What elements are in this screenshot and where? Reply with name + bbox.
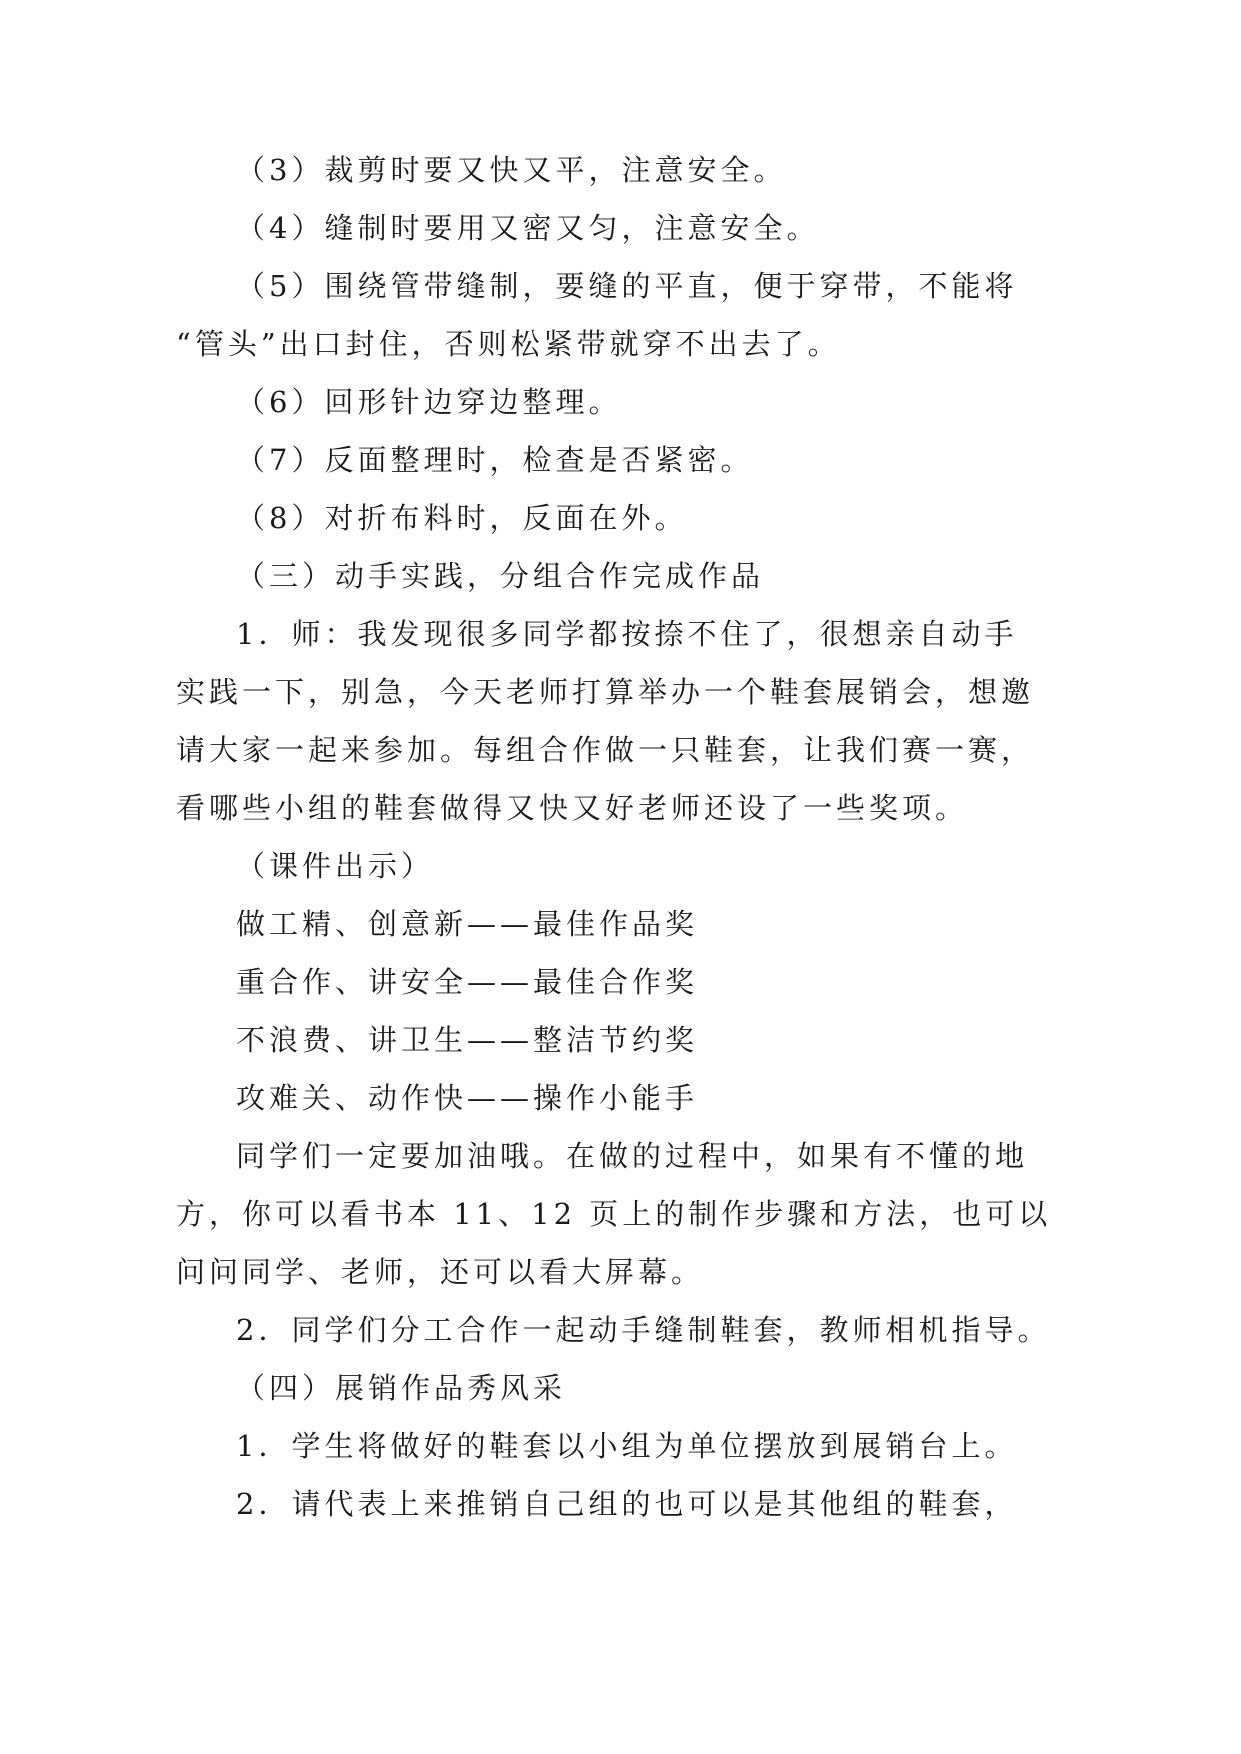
text-line-18: 同学们一定要加油哦。在做的过程中，如果有不懂的地 [236,1139,1029,1173]
text-line-11: 请大家一起来参加。每组合作做一只鞋套，让我们赛一赛， [176,733,1035,767]
award-line-2: 重合作、讲安全——最佳合作奖 [236,965,699,999]
text-line-5: （6）回形针边穿边整理。 [236,385,622,419]
section-heading-3: （三）动手实践，分组合作完成作品 [236,559,765,593]
award-line-1: 做工精、创意新——最佳作品奖 [236,907,699,941]
text-line-21: 2．同学们分工合作一起动手缝制鞋套，教师相机指导。 [236,1313,1051,1347]
text-line-2: （4）缝制时要用又密又匀，注意安全。 [236,211,820,245]
text-line-23: 1．学生将做好的鞋套以小组为单位摆放到展销台上。 [236,1429,1018,1463]
text-line-19: 方，你可以看书本 11、12 页上的制作步骤和方法，也可以 [176,1197,1052,1231]
text-line-20: 问问同学、老师，还可以看大屏幕。 [176,1255,705,1289]
text-line-4: “管头”出口封住，否则松紧带就穿不出去了。 [176,327,841,361]
text-line-13: （课件出示） [236,849,435,883]
text-line-12: 看哪些小组的鞋套做得又快又好老师还设了一些奖项。 [176,791,969,825]
award-line-4: 攻难关、动作快——操作小能手 [236,1081,699,1115]
text-line-6: （7）反面整理时，检查是否紧密。 [236,443,754,477]
award-line-3: 不浪费、讲卫生——整洁节约奖 [236,1023,699,1057]
text-line-10: 实践一下，别急，今天老师打算举办一个鞋套展销会，想邀 [176,675,1035,709]
text-line-3: （5）围绕管带缝制，要缝的平直，便于穿带，不能将 [236,269,1018,303]
text-line-9: 1．师：我发现很多同学都按捺不住了，很想亲自动手 [236,617,1018,651]
text-line-7: （8）对折布料时，反面在外。 [236,501,688,535]
text-line-1: （3）裁剪时要又快又平，注意安全。 [236,153,787,187]
section-heading-4: （四）展销作品秀风采 [236,1371,567,1405]
text-line-24: 2．请代表上来推销自己组的也可以是其他组的鞋套， [236,1487,1018,1521]
